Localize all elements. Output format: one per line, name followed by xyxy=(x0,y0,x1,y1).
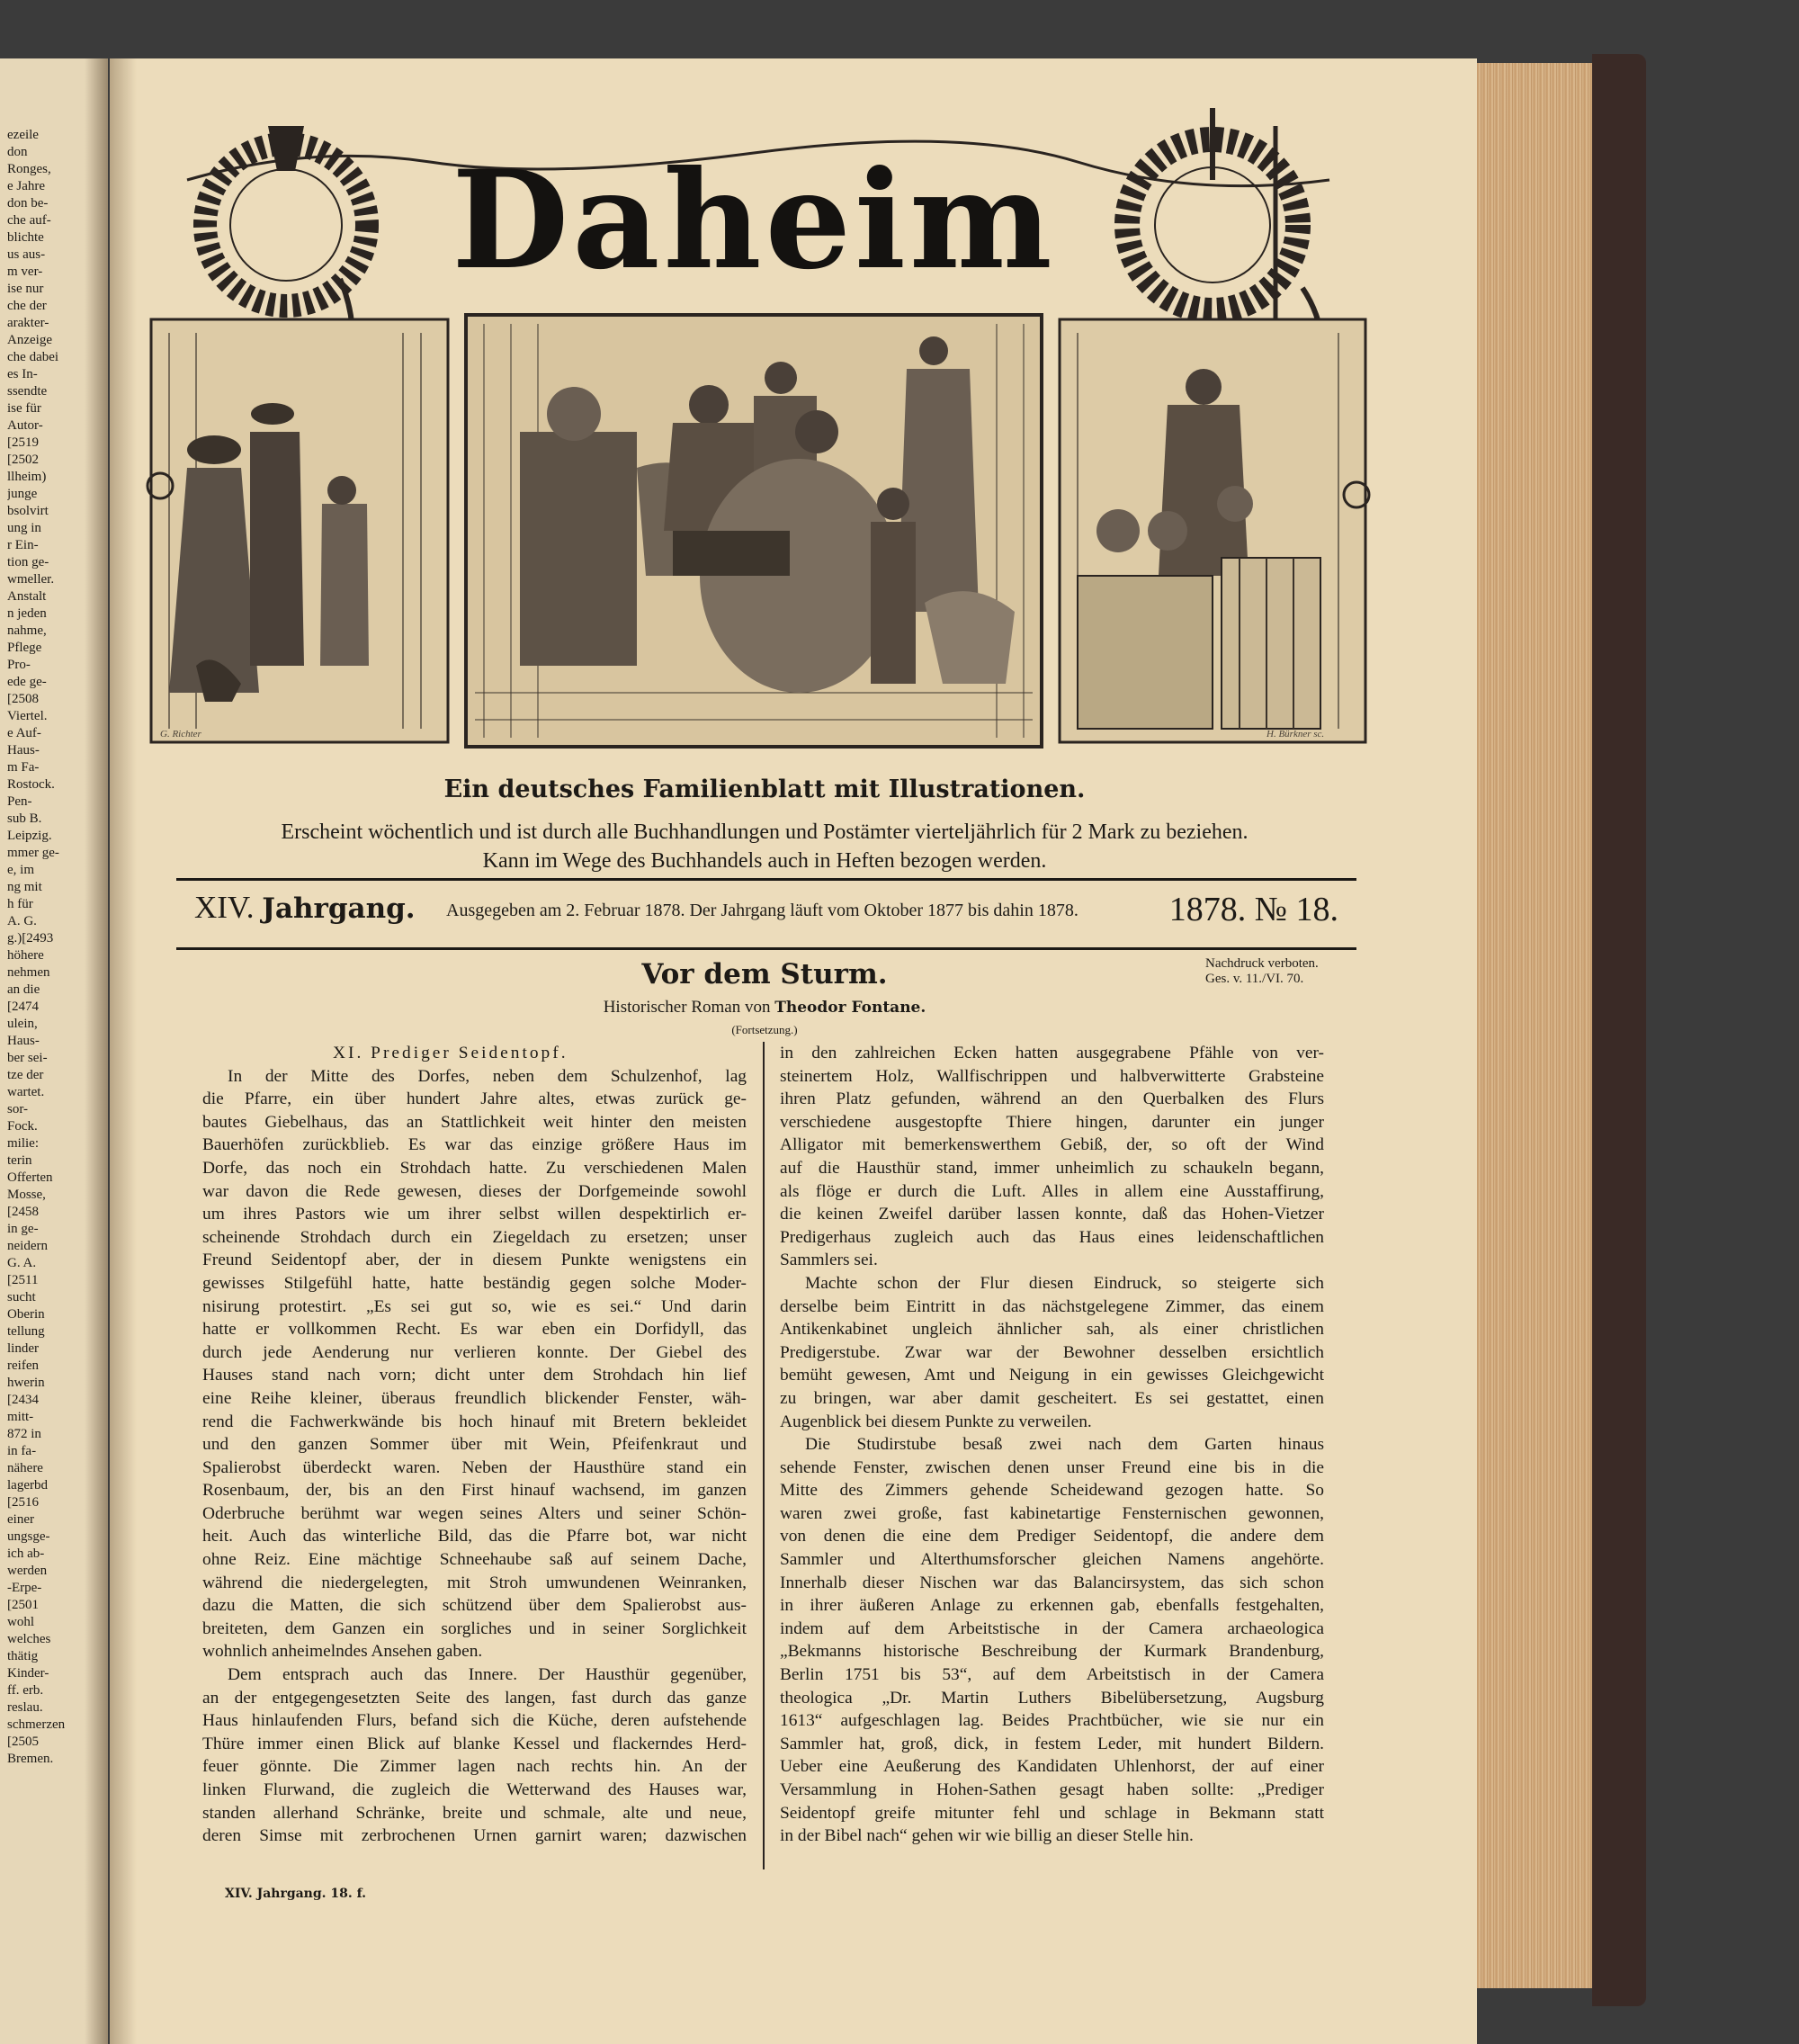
fragment-line: -Erpe- xyxy=(7,1581,42,1595)
fragment-line: ich ab- xyxy=(7,1546,45,1561)
fragment-line: [2511 xyxy=(7,1273,39,1287)
fragment-line: ezeile xyxy=(7,128,39,142)
fragment-line: e Auf- xyxy=(7,726,41,740)
text-line: Predigerhaus zugleich auch das Haus eines leidenschaftlichen xyxy=(780,1227,1324,1247)
fragment-line: [2508 xyxy=(7,692,39,706)
artist-signature-right: H. Bürkner sc. xyxy=(1266,729,1325,740)
text-line: standen allerhand Schränke, breite und schmale, alte und neue, xyxy=(202,1803,747,1823)
text-line: bautes Giebelhaus, das an Stattlichkeit weit hinter den meisten xyxy=(202,1112,747,1132)
text-line: Sammler hat, groß, dick, in festem Leder, mit hundert Bildern. xyxy=(780,1734,1324,1753)
text-line: Thüre immer einen Blick auf blanke Kessel und flackerndes Herd- xyxy=(202,1734,747,1753)
text-line: In der Mitte des Dorfes, neben dem Schulzenhof, lag xyxy=(228,1066,747,1086)
fragment-line: ng mit xyxy=(7,880,42,894)
text-line: in den zahlreichen Ecken hatten ausgegrabene Pfähle von ver- xyxy=(780,1044,1324,1062)
column-divider xyxy=(763,1042,765,1869)
text-line: breiteten, dem Ganzen ein sorgliches und in seiner Sorglichkeit xyxy=(202,1618,747,1638)
text-line: die keinen Zweifel darüber lassen konnte, daß das Hohen-Vietzer xyxy=(780,1205,1324,1224)
text-line: ohne Reiz. Eine mächtige Schneehaube saß auf seinem Dache, xyxy=(202,1550,747,1570)
article-title: Vor dem Sturm. xyxy=(641,958,888,991)
text-line: in ihrer äußeren Anlage zu erkennen gab, ebenfalls festgehalten, xyxy=(780,1596,1324,1616)
artist-signature-left: G. Richter xyxy=(160,729,201,740)
fragment-line: [2501 xyxy=(7,1598,39,1612)
fragment-line: che dabei xyxy=(7,350,59,364)
fragment-line: Pen- xyxy=(7,794,32,809)
fragment-line: [2458 xyxy=(7,1205,39,1219)
fragment-line: [2519 xyxy=(7,435,39,450)
text-line: Dorfe, das noch ein Strohdach hatte. Zu verschiedenen Malen xyxy=(202,1158,747,1178)
text-line: Alligator mit bemerkenswerthem Gebiß, der, so oft der Wind xyxy=(780,1135,1324,1155)
text-line: und den ganzen Sommer über mit Wein, Pfeifenkraut und xyxy=(202,1435,747,1455)
text-line: Berlin 1751 bis 53“, auf dem Arbeitstisch in der Camera xyxy=(780,1665,1324,1685)
fragment-line: [2502 xyxy=(7,453,39,467)
fragment-line: junge xyxy=(7,487,38,501)
fragment-line: ise für xyxy=(7,401,41,416)
fragment-line: mitt- xyxy=(7,1410,34,1424)
text-line: indem auf dem Arbeitstische in der Camera archaeologica xyxy=(780,1618,1324,1638)
issue-number: 1878. № 18. xyxy=(1168,891,1338,928)
fragment-line: 872 in xyxy=(7,1427,41,1441)
fragment-line: milie: xyxy=(7,1136,39,1151)
text-line: als flöge er durch die Luft. Alles in allem eine Ausstaffirung, xyxy=(780,1181,1324,1201)
text-line: Seidentopf greife mitunter fehl und schlage in Bekmann statt xyxy=(780,1803,1324,1823)
fragment-line: Viertel. xyxy=(7,709,48,723)
text-line: Oderbruche berühmt war wegen seines Alters und seiner Schön- xyxy=(202,1503,747,1523)
fragment-line: schmerzen xyxy=(7,1717,66,1732)
fragment-line: ede ge- xyxy=(7,675,47,689)
text-line: nisirung protestirt. „Es sei gut so, wie es sei.“ Und darin xyxy=(202,1296,747,1316)
text-line: steinertem Holz, Wallfischrippen und halbverwitterte Grabsteine xyxy=(780,1066,1324,1086)
fragment-line: welches xyxy=(7,1632,51,1646)
subscription-notice: Erscheint wöchentlich und ist durch alle Buchhandlungen und Postämter vierteljährlich für 2 Mark zu beziehen. xyxy=(281,820,1249,844)
fragment-line: sor- xyxy=(7,1102,29,1116)
text-line: rend die Fachwerkwände bis hoch hinauf mit Bretern bekleidet xyxy=(202,1412,747,1431)
text-line: Bauerhöfen zurückblieb. Es war das einzige größere Haus im xyxy=(202,1135,747,1155)
fragment-line: höhere xyxy=(7,948,44,963)
fragment-line: e, im xyxy=(7,863,34,877)
fragment-line: r Ein- xyxy=(7,538,39,552)
text-line: 1613“ aufgeschlagen lag. Beides Prachtbücher, wie sie nur ein xyxy=(780,1711,1324,1731)
fragment-line: lagerbd xyxy=(7,1478,48,1493)
text-line: Innerhalb dieser Nischen war das Balancirsystem, das sich schon xyxy=(780,1573,1324,1592)
fragment-line: neidern xyxy=(7,1239,48,1253)
fragment-line: n jeden xyxy=(7,606,47,621)
fragment-line: Fock. xyxy=(7,1119,38,1134)
masthead-title: Daheim xyxy=(452,141,1056,300)
continued-note: (Fortsetzung.) xyxy=(731,1023,798,1036)
fragment-line: Mosse, xyxy=(7,1188,46,1202)
text-line: waren zwei große, fast kabinetartige Fensternischen gewonnen, xyxy=(780,1503,1324,1523)
chapter-heading: XI. Prediger Seidentopf. xyxy=(333,1044,568,1062)
fragment-line: nähere xyxy=(7,1461,43,1475)
fragment-line: sucht xyxy=(7,1290,36,1304)
text-line: die Pfarre, ein über hundert Jahre altes, etwas zurück ge- xyxy=(202,1089,747,1109)
text-line: derselbe beim Eintritt in das nächstgelegene Zimmer, das einem xyxy=(780,1296,1324,1316)
text-line: Die Studirstube besaß zwei nach dem Garten hinaus xyxy=(805,1435,1324,1455)
fragment-line: Bremen. xyxy=(7,1752,54,1766)
text-line: während die niedergelegten, mit Stroh umwundenen Weinranken, xyxy=(202,1573,747,1592)
fragment-line: ber sei- xyxy=(7,1051,48,1065)
text-line: Spalierobst überdeckt waren. Neben der Hausthüre stand ein xyxy=(202,1457,747,1477)
fragment-line: che der xyxy=(7,299,47,313)
fragment-line: tion ge- xyxy=(7,555,49,569)
text-line: feuer gönnte. Die Zimmer lagen nach rechts hin. An der xyxy=(202,1757,747,1777)
fragment-line: reslau. xyxy=(7,1700,43,1715)
text-line: Rosenbaum, der, bis an den First hinauf wachsend, im ganzen xyxy=(202,1481,747,1501)
masthead xyxy=(133,108,1383,751)
fragment-line: ung in xyxy=(7,521,41,535)
text-line: Freund Seidentopf aber, der in diesem Punkte wenigstens ein xyxy=(202,1251,747,1270)
text-line: Ueber eine Aeußerung des Kandidaten Uhlenhorst, der auf einer xyxy=(780,1757,1324,1777)
text-line: linken Flurwand, die zugleich die Wetterwand des Hauses war, xyxy=(202,1780,747,1799)
text-line: scheinende Strohdach durch ein Ziegeldach zu ersetzen; unser xyxy=(202,1227,747,1247)
text-line: bemüht gewesen, Amt und Neigung in ein gewisses Gleichgewicht xyxy=(780,1366,1324,1385)
text-line: verschiedene ausgestopfte Thiere hingen, darunter ein junger xyxy=(780,1112,1324,1132)
fragment-line: linder xyxy=(7,1341,39,1356)
fragment-line: ise nur xyxy=(7,282,44,296)
text-line: auf die Hausthür stand, immer unheimlich zu schaukeln begann, xyxy=(780,1158,1324,1178)
article-byline: Historischer Roman von Theodor Fontane. xyxy=(603,998,926,1017)
text-line: durch jede Aenderung nur verlieren konnte. Der Giebel des xyxy=(202,1342,747,1362)
fragment-line: e Jahre xyxy=(7,179,46,193)
fragment-line: Oberin xyxy=(7,1307,45,1322)
text-line: theologica „Dr. Martin Luthers Bibelübersetzung, Augsburg xyxy=(780,1688,1324,1708)
text-line: Augenblick bei diesem Punkte zu verweilen. xyxy=(780,1412,1092,1431)
fragment-line: m ver- xyxy=(7,264,43,279)
fragment-line: wartet. xyxy=(7,1085,45,1099)
fragment-line: us aus- xyxy=(7,247,46,262)
text-line: dazu die Matten, die sich schützend über dem Spalierobst aus- xyxy=(202,1596,747,1616)
fragment-line: G. A. xyxy=(7,1256,37,1270)
fragment-line: Pflege xyxy=(7,641,42,655)
text-line: Predigerstube. Zwar war der Bewohner desselben ersichtlich xyxy=(780,1342,1324,1362)
fragment-line: werden xyxy=(7,1564,48,1578)
fragment-line: Haus- xyxy=(7,743,40,758)
text-line: war davon die Rede gewesen, dieses der Dorfgemeinde sowohl xyxy=(202,1181,747,1201)
footer-signature: XIV. Jahrgang. 18. f. xyxy=(225,1887,367,1901)
text-line: von denen die eine dem Prediger Seidentopf, die andere dem xyxy=(780,1527,1324,1546)
fragment-line: sub B. xyxy=(7,811,42,826)
bookstore-notice: Kann im Wege des Buchhandels auch in Heften bezogen werden. xyxy=(482,849,1047,873)
fragment-line: Anstalt xyxy=(7,589,47,604)
fragment-line: h für xyxy=(7,897,33,911)
fragment-line: don xyxy=(7,145,28,159)
fragment-line: m Fa- xyxy=(7,760,40,775)
text-line: heit. Auch das winterliche Bild, das die Pfarre bot, war nicht xyxy=(202,1527,747,1546)
fragment-line: in fa- xyxy=(7,1444,37,1458)
fragment-line: tze der xyxy=(7,1068,44,1082)
fragment-line: reifen xyxy=(7,1358,39,1373)
fragment-line: don be- xyxy=(7,196,49,211)
text-line: Machte schon der Flur diesen Eindruck, so steigerte sich xyxy=(805,1273,1324,1293)
fragment-line: mmer ge- xyxy=(7,846,59,860)
text-line: Mitte des Zimmers gehende Scheidewand gezogen hatte. So xyxy=(780,1481,1324,1501)
fragment-line: [2516 xyxy=(7,1495,39,1510)
text-line: Sammlers sei. xyxy=(780,1251,878,1270)
fragment-line: Rostock. xyxy=(7,777,55,792)
fragment-line: einer xyxy=(7,1512,34,1527)
text-line: gewisses Stilgefühl hatte, hatte beständig gegen solche Moder- xyxy=(202,1273,747,1293)
text-line: Dem entsprach auch das Innere. Der Hausthür gegenüber, xyxy=(228,1665,747,1685)
fragment-line: llheim) xyxy=(7,470,47,484)
fragment-line: Offerten xyxy=(7,1170,53,1185)
fragment-line: wmeller. xyxy=(7,572,55,587)
fragment-line: thätig xyxy=(7,1649,39,1663)
fragment-line: Haus- xyxy=(7,1034,40,1048)
fragment-line: Pro- xyxy=(7,658,31,672)
text-line: Hauses stand nach vorn; dicht unter dem Strohdach hin lief xyxy=(202,1366,747,1385)
issue-date: Ausgegeben am 2. Februar 1878. Der Jahrgang läuft vom Oktober 1877 bis dahin 1878. xyxy=(446,901,1079,920)
fragment-line: es In- xyxy=(7,367,38,381)
fragment-line: che auf- xyxy=(7,213,51,228)
left-page-text-fragments xyxy=(7,126,97,1767)
text-column-right xyxy=(780,1042,1324,1848)
fragment-line: [2434 xyxy=(7,1393,39,1407)
text-column-left xyxy=(202,1042,747,1848)
fragment-line: tellung xyxy=(7,1324,45,1339)
text-line: zu bringen, war aber damit gescheitert. Es sei gestattet, einen xyxy=(780,1388,1324,1408)
left-page-fragment xyxy=(0,58,108,2044)
fragment-line: hwerin xyxy=(7,1376,45,1390)
text-line: „Bekmanns historische Beschreibung der Kurmark Brandenburg, xyxy=(780,1642,1324,1662)
fragment-line: Autor- xyxy=(7,418,43,433)
text-line: Sammler und Alterthumsforscher gleichen Namens angehörte. xyxy=(780,1550,1324,1570)
fragment-line: ff. erb. xyxy=(7,1683,44,1698)
fragment-line: g.)[2493 xyxy=(7,931,54,946)
text-line: ihren Platz gefunden, während an den Querbalken des Flurs xyxy=(780,1089,1324,1109)
text-line: Versammlung in Hohen-Sathen gesagt haben sollte: „Prediger xyxy=(780,1780,1324,1799)
fragment-line: [2474 xyxy=(7,1000,39,1014)
fragment-line: wohl xyxy=(7,1615,34,1629)
fragment-line: Ronges, xyxy=(7,162,51,176)
fragment-line: Kinder- xyxy=(7,1666,49,1681)
fragment-line: nehmen xyxy=(7,965,50,980)
fragment-line: Anzeige xyxy=(7,333,52,347)
fragment-line: blichte xyxy=(7,230,44,245)
fragment-line: in ge- xyxy=(7,1222,39,1236)
fragment-line: Leipzig. xyxy=(7,829,52,843)
text-line: sehende Fenster, zwischen denen unser Freund eine bis in die xyxy=(780,1457,1324,1477)
issue-bar xyxy=(176,878,1356,950)
text-line: um ihres Pastors wie um ihrer selbst willen despektirlich er- xyxy=(202,1205,747,1224)
text-line: Antikenkabinet ungleich ähnlicher sah, als einer christlichen xyxy=(780,1320,1324,1340)
fragment-line: arakter- xyxy=(7,316,49,330)
fragment-line: [2505 xyxy=(7,1735,39,1749)
fragment-line: ungsge- xyxy=(7,1529,50,1544)
fragment-line: bsolvirt xyxy=(7,504,49,518)
publication-subtitle: Ein deutsches Familienblatt mit Illustrationen. xyxy=(443,775,1086,803)
fragment-line: nahme, xyxy=(7,623,47,638)
fragment-line: ulein, xyxy=(7,1017,38,1031)
text-line: wohnlich anheimelndes Ansehen gaben. xyxy=(202,1642,483,1662)
text-line: an der entgegengesetzten Seite des langen, fast durch das ganze xyxy=(202,1688,747,1708)
text-line: deren Simse mit zerbrochenen Urnen garnirt waren; dazwischen xyxy=(202,1826,747,1846)
text-line: hatte er vollkommen Recht. Es war eben ein Dorfidyll, das xyxy=(202,1320,747,1340)
fragment-line: ssendte xyxy=(7,384,48,399)
text-line: eine Reihe kleiner, überaus freundlich blickender Fenster, wäh- xyxy=(202,1388,747,1408)
text-line: Haus hinlaufenden Flurs, befand sich die Küche, deren aufstehende xyxy=(202,1711,747,1731)
text-line: in der Bibel nach“ gehen wir wie billig an dieser Stelle hin. xyxy=(780,1826,1194,1846)
fragment-line: an die xyxy=(7,982,40,997)
fragment-line: A. G. xyxy=(7,914,37,928)
copyright-notice: Nachdruck verboten. Ges. v. 11./VI. 70. xyxy=(1205,956,1319,986)
book-cover-edge xyxy=(1592,54,1646,2006)
fragment-line: terin xyxy=(7,1153,32,1168)
volume-label: XIV. Jahrgang. xyxy=(194,890,416,925)
